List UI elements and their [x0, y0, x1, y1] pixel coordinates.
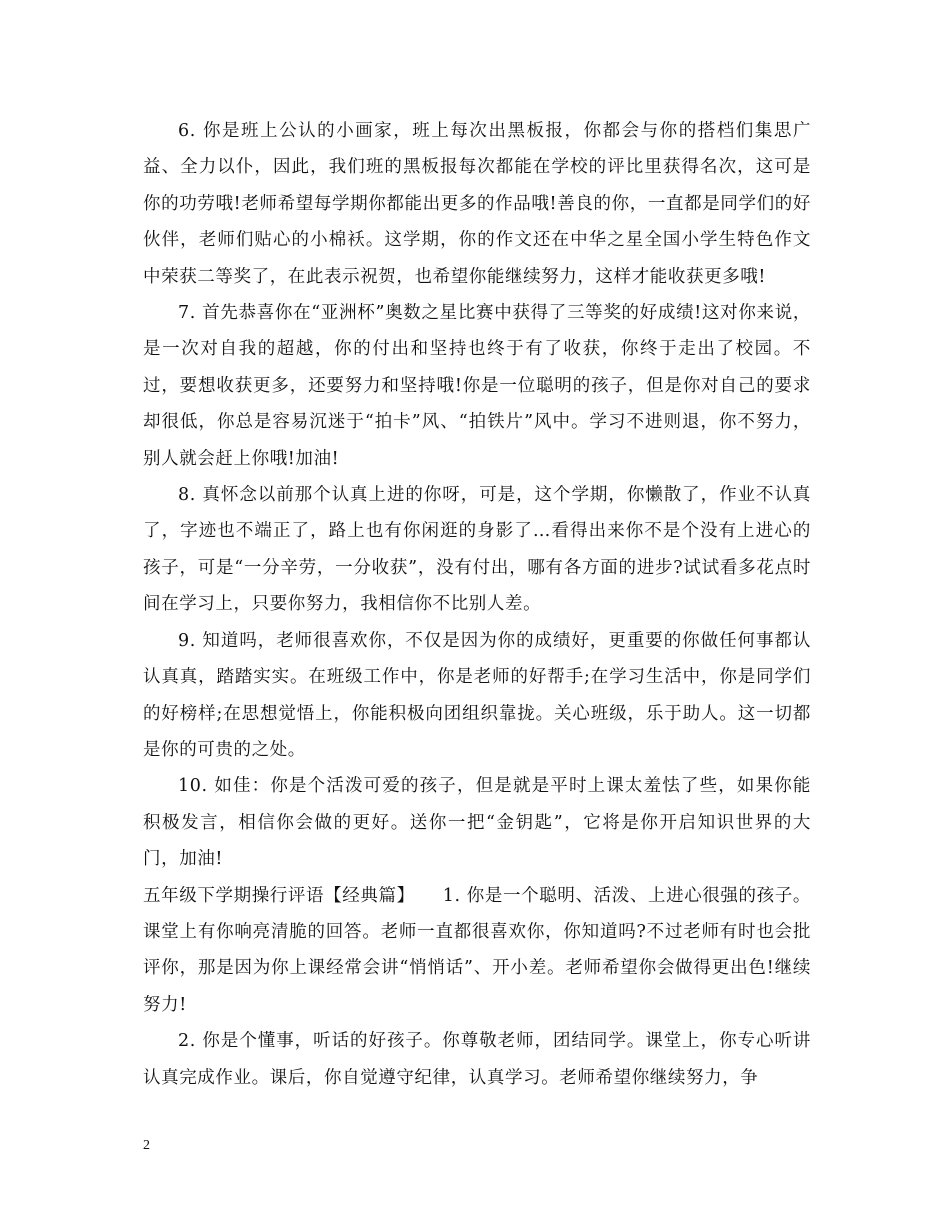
document-body: [143, 113, 811, 1096]
paragraph-comment-9: 9. 知道吗，老师很喜欢你，不仅是因为你的成绩好，更重要的你做任何事都认认真真，踏踏实实。在班级工作中，你是老师的好帮手;在学习生活中，你是同学们的好榜样;在思想觉悟上，你能积极向团组织靠拢。关心班级，乐于助人。这一切都是你的可贵的之处。: [143, 630, 811, 760]
section-comment-2: 2. 你是个懂事，听话的好孩子。你尊敬老师，团结同学。课堂上，你专心听讲认真完成作业。课后，你自觉遵守纪律，认真学习。老师希望你继续努力，争: [143, 1031, 811, 1088]
paragraph-comment-10: 10. 如佳：你是个活泼可爱的孩子，但是就是平时上课太羞怯了些，如果你能积极发言，相信你会做的更好。送你一把“金钥匙”，它将是你开启知识世界的大门，加油!: [143, 776, 811, 870]
section-heading-paragraph: [143, 878, 811, 1024]
paragraph-comment-7: 7. 首先恭喜你在“亚洲杯”奥数之星比赛中获得了三等奖的好成绩!这对你来说，是一次对自我的超越，你的付出和坚持也终于有了收获，你终于走出了校园。不过，要想收获更多，还要努力和坚持哦!你是一位聪明的孩子，但是你对自己的要求却很低，你总是容易沉迷于“拍卡”风、“拍铁片”风中。学习不进则退，你不努力，别人就会赶上你哦!加油!: [143, 303, 811, 469]
paragraph-comment-6: 6. 你是班上公认的小画家，班上每次出黑板报，你都会与你的搭档们集思广益、全力以仆，因此，我们班的黑板报每次都能在学校的评比里获得名次，这可是你的功劳哦!老师希望每学期你都能出更多的作品哦!善良的你，一直都是同学们的好伙伴，老师们贴心的小棉袄。这学期，你的作文还在中华之星全国小学生特色作文中荣获二等奖了，在此表示祝贺，也希望你能继续努力，这样才能收获更多哦!: [143, 121, 811, 287]
paragraph-comment-8: 8. 真怀念以前那个认真上进的你呀，可是，这个学期，你懒散了，作业不认真了，字迹也不端正了，路上也有你闲逛的身影了…看得出来你不是个没有上进心的孩子，可是“一分辛劳，一分收获”，没有付出，哪有各方面的进步?试试看多花点时间在学习上，只要你努力，我相信你不比别人差。: [143, 485, 811, 615]
section-heading: 五年级下学期操行评语【经典篇】: [143, 885, 415, 906]
page-number: 2: [143, 1138, 150, 1153]
section-comment-1: 1. 你是一个聪明、活泼、上进心很强的孩子。课堂上有你响亮清脆的回答。老师一直都很喜欢你，你知道吗?不过老师有时也会批评你，那是因为你上课经常会讲“悄悄话”、开小差。老师希望你会做得更出色!继续努力!: [143, 885, 811, 1015]
